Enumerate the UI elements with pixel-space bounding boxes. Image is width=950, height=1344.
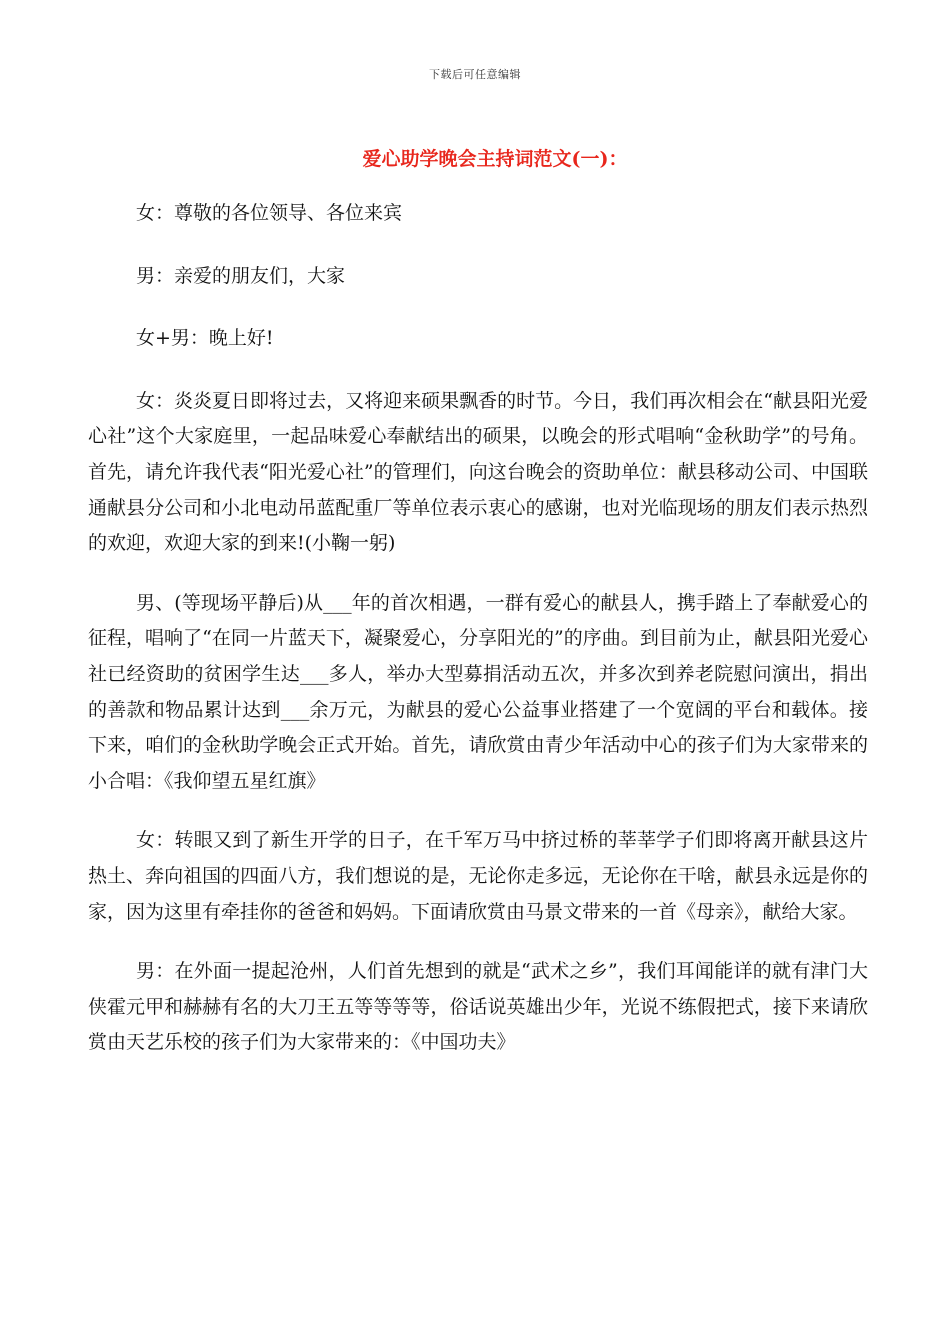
paragraph-students-female: 女：转眼又到了新生开学的日子，在千军万马中挤过桥的莘莘学子们即将离开献县这片热土、奔向祖国的四面八方，我们想说的是，无论你走多远，无论你在干啥，献县永远是你的家，因为这里有牵挂你的爸爸和妈妈。下面请欣赏由马景文带来的一首《母亲》，献给大家。: [88, 829, 868, 923]
document-title: 爱心助学晚会主持词范文(一)：: [362, 148, 628, 170]
paragraph-history-male: 男、(等现场平静后)从___年的首次相遇，一群有爱心的献县人，携手踏上了奉献爱心的征程，唱响了“在同一片蓝天下，凝聚爱心，分享阳光的”的序曲。到目前为止，献县阳光爱心社已经资助的贫困学生达___多人，举办大型募捐活动五次，并多次到养老院慰问演出，捐出的善款和物品累计达到___余万元，为献县的爱心公益事业搭建了一个宽阔的平台和载体。接下来，咱们的金秋助学晚会正式开始。首先，请欣赏由青少年活动中心的孩子们为大家带来的小合唱：《我仰望五星红旗》: [88, 591, 868, 792]
header-note: 下载后可任意编辑: [429, 68, 521, 81]
paragraph-martial-arts-male: 男：在外面一提起沧州，人们首先想到的就是“武术之乡”，我们耳闻能详的就有津门大侠霍元甲和赫赫有名的大刀王五等等等等，俗话说英雄出少年，光说不练假把式，接下来请欣赏由天艺乐校的孩子们为大家带来的：《中国功夫》: [88, 960, 868, 1054]
paragraph-greeting-both: 女+男：晚上好!: [136, 327, 274, 350]
document-body: [88, 196, 868, 1085]
paragraph-opening-female: 女：炎炎夏日即将过去，又将迎来硕果飘香的时节。今日，我们再次相会在“献县阳光爱心社”这个大家庭里，一起品味爱心奉献结出的硕果，以晚会的形式唱响“金秋助学”的号角。首先，请允许我代表“阳光爱心社”的管理们，向这台晚会的资助单位：献县移动公司、中国联通献县分公司和小北电动吊蓝配重厂等单位表示衷心的感谢，也对光临现场的朋友们表示热烈的欢迎，欢迎大家的到来!(小鞠一躬): [88, 389, 868, 555]
paragraph-greeting-male: 男：亲爱的朋友们，大家: [136, 264, 346, 287]
paragraph-greeting-female: 女：尊敬的各位领导、各位来宾: [136, 202, 403, 224]
